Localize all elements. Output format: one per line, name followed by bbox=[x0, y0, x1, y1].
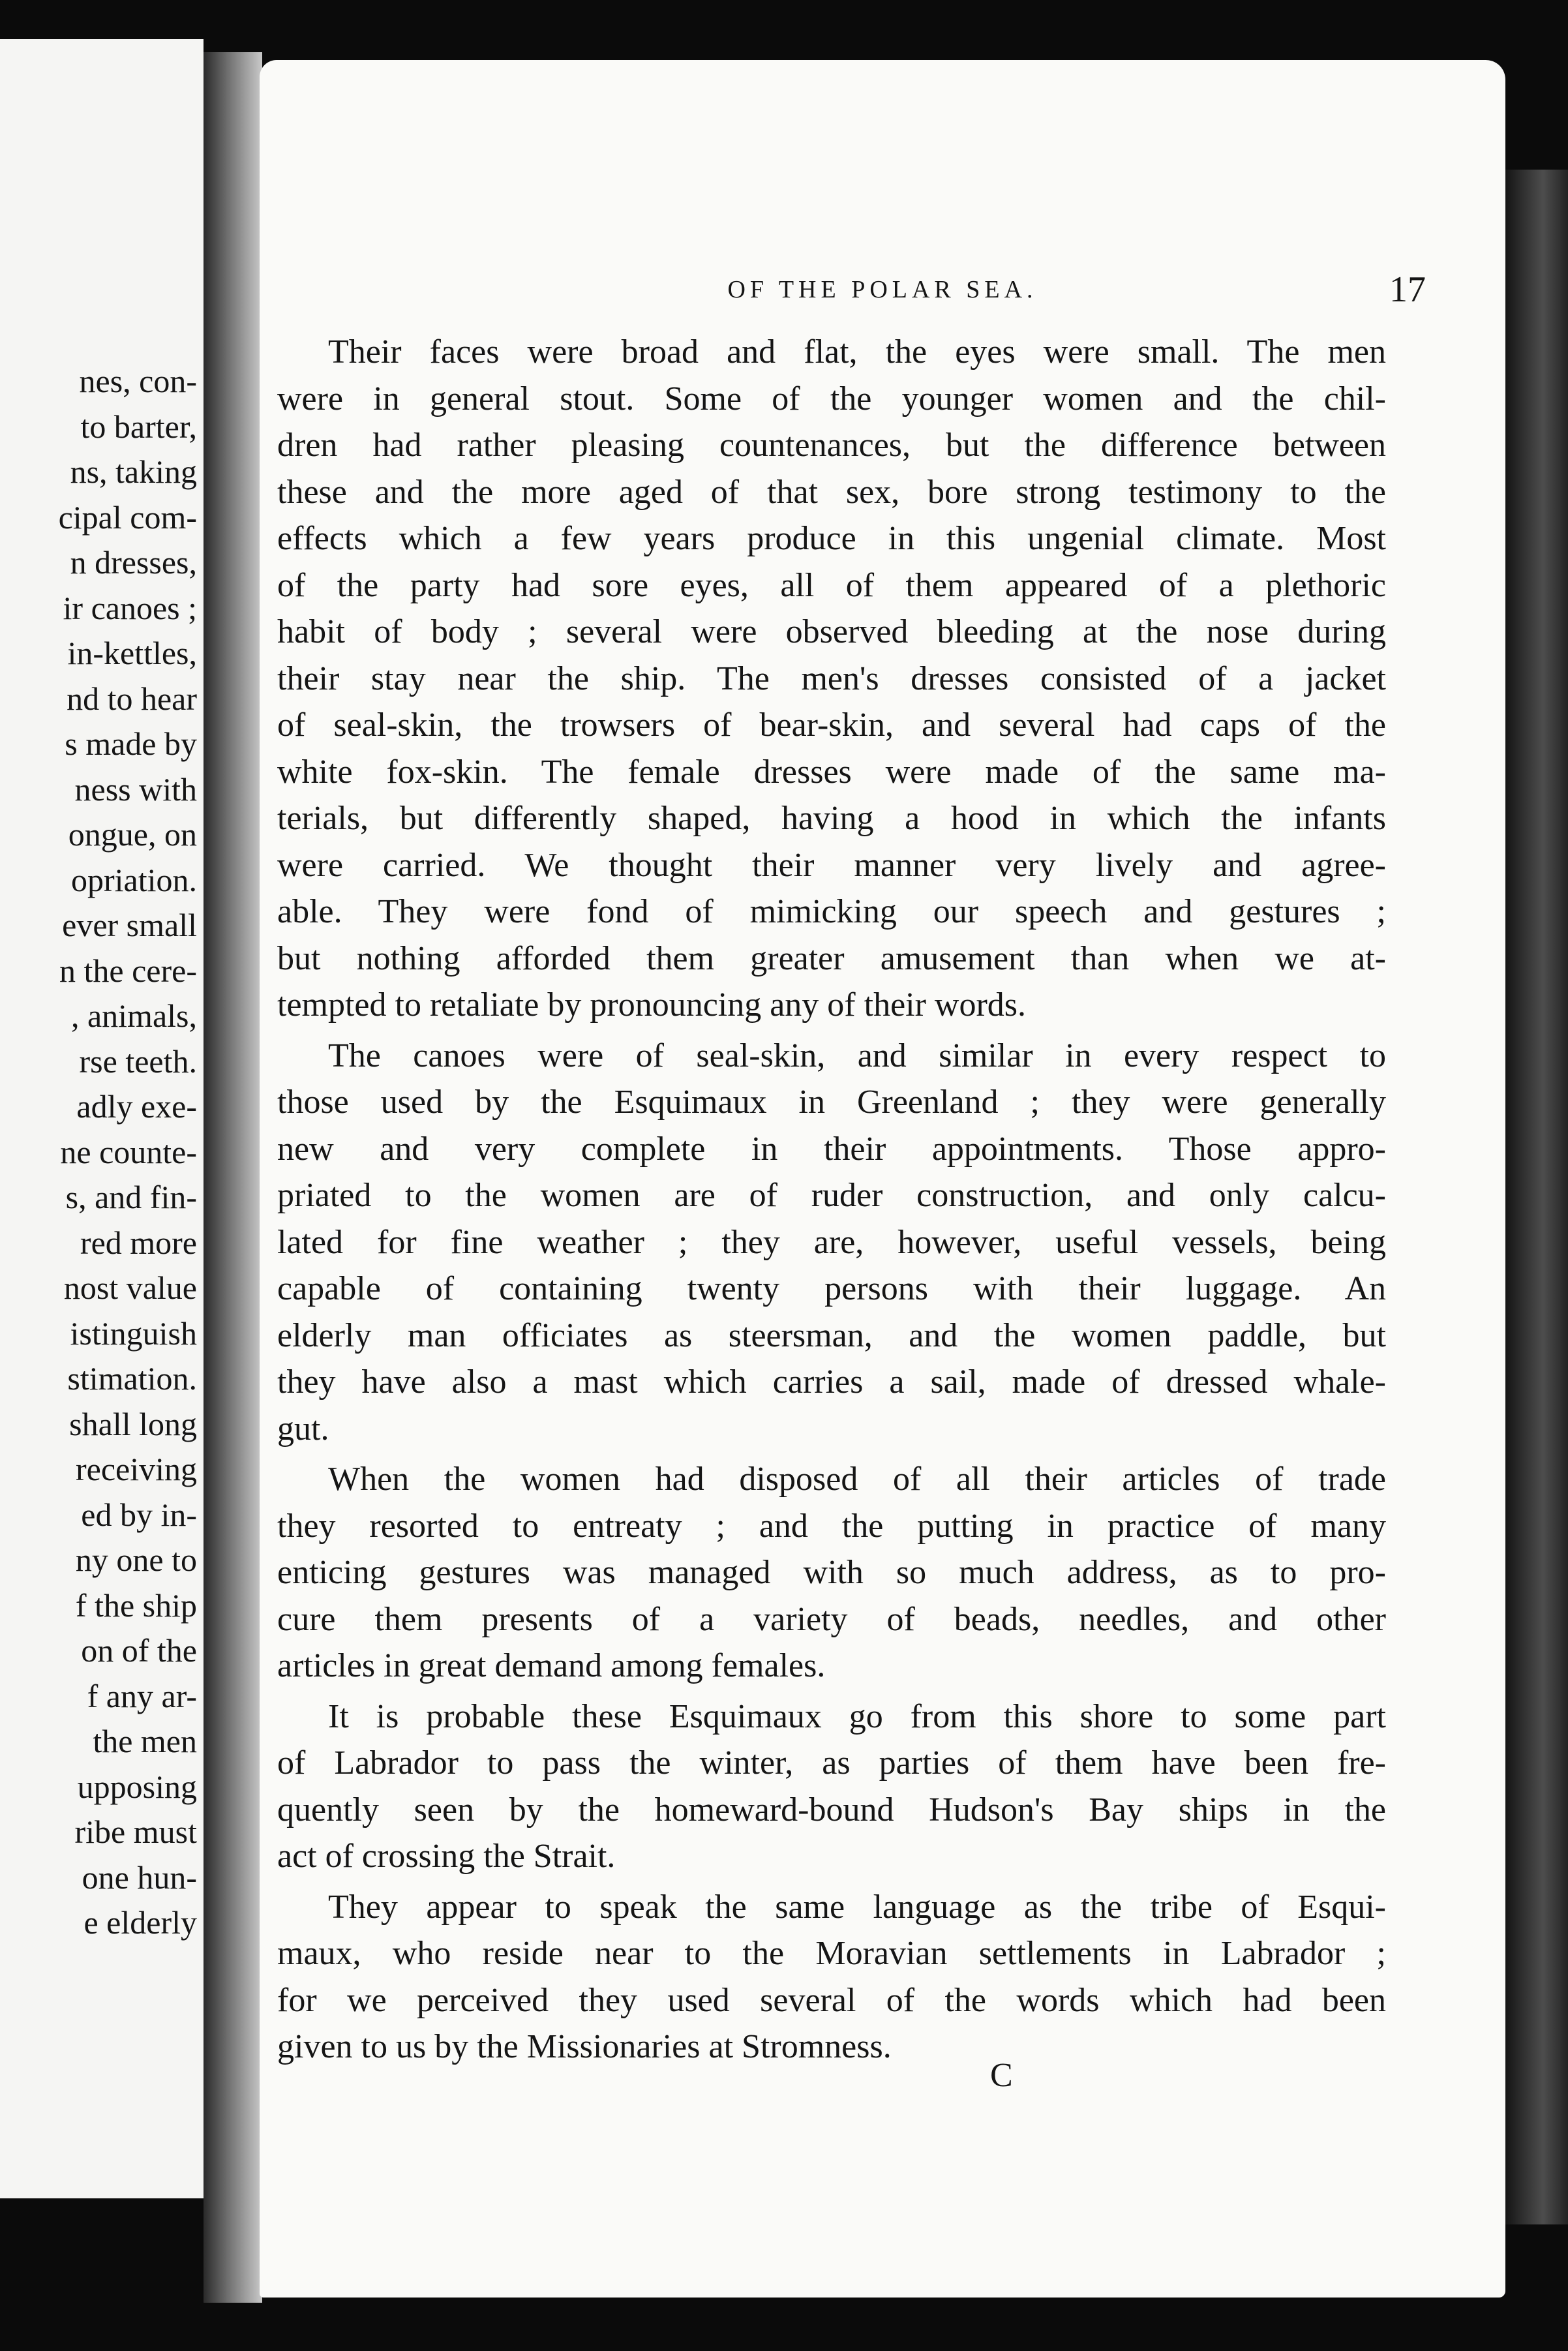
text-line: terials, but differently shaped, having a hood in which the infants bbox=[277, 800, 1386, 837]
text-line: maux, who reside near to the Moravian settlements in Labrador ; bbox=[277, 1935, 1386, 1972]
left-page-line: ever small bbox=[62, 907, 197, 943]
book-gutter bbox=[204, 52, 262, 2303]
left-page-line: istinguish bbox=[70, 1314, 197, 1352]
left-page-line: , animals, bbox=[70, 997, 197, 1034]
text-line: these and the more aged of that sex, bore strong testimony to the bbox=[277, 473, 1386, 511]
paragraph bbox=[277, 1884, 1386, 2070]
running-head: OF THE POLAR SEA. bbox=[727, 276, 1038, 303]
left-page-line: ny one to bbox=[75, 1541, 197, 1578]
text-line: enticing gestures was managed with so much address, as to pro- bbox=[277, 1554, 1386, 1591]
paragraph bbox=[277, 1033, 1386, 1453]
left-page-line: shall long bbox=[69, 1405, 197, 1442]
text-line: articles in great demand among females. bbox=[277, 1647, 826, 1684]
signature-mark: C bbox=[990, 2057, 1013, 2094]
text-line: white fox-skin. The female dresses were made of the same ma- bbox=[277, 753, 1386, 791]
text-line: Their faces were broad and flat, the eyes were small. The men bbox=[328, 333, 1386, 371]
text-line: habit of body ; several were observed bleeding at the nose during bbox=[277, 613, 1386, 650]
page-number: 17 bbox=[1389, 269, 1426, 310]
text-line: effects which a few years produce in this ungenial climate. Most bbox=[277, 520, 1386, 557]
body-text bbox=[277, 329, 1386, 2070]
text-line: The canoes were of seal-skin, and similar in every respect to bbox=[328, 1037, 1386, 1074]
left-page-line: f the ship bbox=[75, 1586, 197, 1624]
text-line: elderly man officiates as steersman, and the women paddle, but bbox=[277, 1316, 1386, 1354]
text-line: for we perceived they used several of the words which had been bbox=[277, 1981, 1386, 2019]
left-page-line: nd to hear bbox=[67, 680, 197, 717]
paragraph bbox=[277, 329, 1386, 1029]
text-line: lated for fine weather ; they are, however, useful vessels, being bbox=[277, 1223, 1386, 1261]
left-page-line: s, and fin- bbox=[65, 1179, 197, 1215]
text-line: were in general stout. Some of the younger women and the chil- bbox=[277, 380, 1386, 417]
left-page-line: opriation. bbox=[70, 861, 197, 898]
left-page-line: ribe must bbox=[74, 1813, 197, 1850]
left-page-line: one hun- bbox=[82, 1858, 197, 1896]
text-line: cure them presents of a variety of beads, needles, and other bbox=[277, 1600, 1386, 1638]
left-page-line: adly exe- bbox=[76, 1088, 197, 1125]
text-line: those used by the Esquimaux in Greenland ; they were generally bbox=[277, 1084, 1386, 1121]
left-page-line: red more bbox=[80, 1224, 197, 1261]
paragraph bbox=[277, 1693, 1386, 1880]
left-page-line: ne counte- bbox=[60, 1133, 197, 1170]
left-page-text bbox=[59, 359, 197, 1946]
left-page-line: ir canoes ; bbox=[63, 589, 197, 626]
left-page-line: to barter, bbox=[80, 408, 197, 445]
left-page-line: ns, taking bbox=[70, 453, 197, 490]
text-line: they have also a mast which carries a sail, made of dressed whale- bbox=[277, 1363, 1386, 1401]
text-line: but nothing afforded them greater amusement than when we at- bbox=[277, 939, 1386, 977]
left-page-line: s made by bbox=[65, 725, 197, 762]
left-page-line: upposing bbox=[77, 1768, 197, 1805]
right-page bbox=[260, 60, 1505, 2298]
text-line: new and very complete in their appointments. Those appro- bbox=[277, 1130, 1386, 1168]
text-line: priated to the women are of ruder construction, and only calcu- bbox=[277, 1177, 1386, 1214]
left-page-line: stimation. bbox=[67, 1360, 197, 1397]
text-line: of Labrador to pass the winter, as parties of them have been fre- bbox=[277, 1744, 1386, 1782]
left-page-line: on of the bbox=[81, 1632, 197, 1669]
left-page-line: nes, con- bbox=[79, 363, 197, 399]
text-line: of seal-skin, the trowsers of bear-skin, and several had caps of the bbox=[277, 706, 1386, 744]
left-page-line: n the cere- bbox=[59, 952, 197, 989]
left-page-line: cipal com- bbox=[58, 498, 197, 536]
left-page-line: ness with bbox=[74, 770, 197, 808]
text-line: gut. bbox=[277, 1410, 329, 1448]
text-line: able. They were fond of mimicking our speech and gestures ; bbox=[277, 893, 1386, 930]
text-line: act of crossing the Strait. bbox=[277, 1838, 616, 1875]
paragraph bbox=[277, 1456, 1386, 1690]
page-edge-shadow bbox=[1505, 170, 1568, 2224]
text-line: They appear to speak the same language as the tribe of Esqui- bbox=[328, 1888, 1386, 1926]
left-page-fragment bbox=[0, 39, 204, 2198]
text-line: capable of containing twenty persons with their luggage. An bbox=[277, 1270, 1386, 1307]
left-page-line: ed by in- bbox=[81, 1496, 197, 1533]
text-line: quently seen by the homeward-bound Hudson's Bay ships in the bbox=[277, 1791, 1386, 1828]
left-page-line: in-kettles, bbox=[67, 635, 197, 671]
text-line: dren had rather pleasing countenances, but the difference between bbox=[277, 427, 1386, 464]
left-page-line: the men bbox=[93, 1723, 197, 1759]
left-page-line: ongue, on bbox=[68, 816, 197, 853]
left-page-line: receiving bbox=[75, 1451, 197, 1487]
text-line: their stay near the ship. The men's dresses consisted of a jacket bbox=[277, 660, 1386, 697]
left-page-line: f any ar- bbox=[87, 1677, 197, 1714]
text-line: of the party had sore eyes, all of them appeared of a plethoric bbox=[277, 566, 1386, 604]
text-line: tempted to retaliate by pronouncing any of their words. bbox=[277, 986, 1027, 1024]
left-page-line: nost value bbox=[63, 1269, 197, 1306]
text-line: When the women had disposed of all their articles of trade bbox=[328, 1461, 1386, 1498]
text-line: It is probable these Esquimaux go from this shore to some part bbox=[328, 1697, 1386, 1735]
text-line: were carried. We thought their manner very lively and agree- bbox=[277, 846, 1386, 884]
text-line: given to us by the Missionaries at Stromness. bbox=[277, 2028, 892, 2065]
left-page-line: n dresses, bbox=[70, 544, 197, 581]
left-page-line: rse teeth. bbox=[79, 1042, 197, 1080]
left-page-line: e elderly bbox=[83, 1904, 197, 1941]
text-line: they resorted to entreaty ; and the putting in practice of many bbox=[277, 1507, 1386, 1545]
